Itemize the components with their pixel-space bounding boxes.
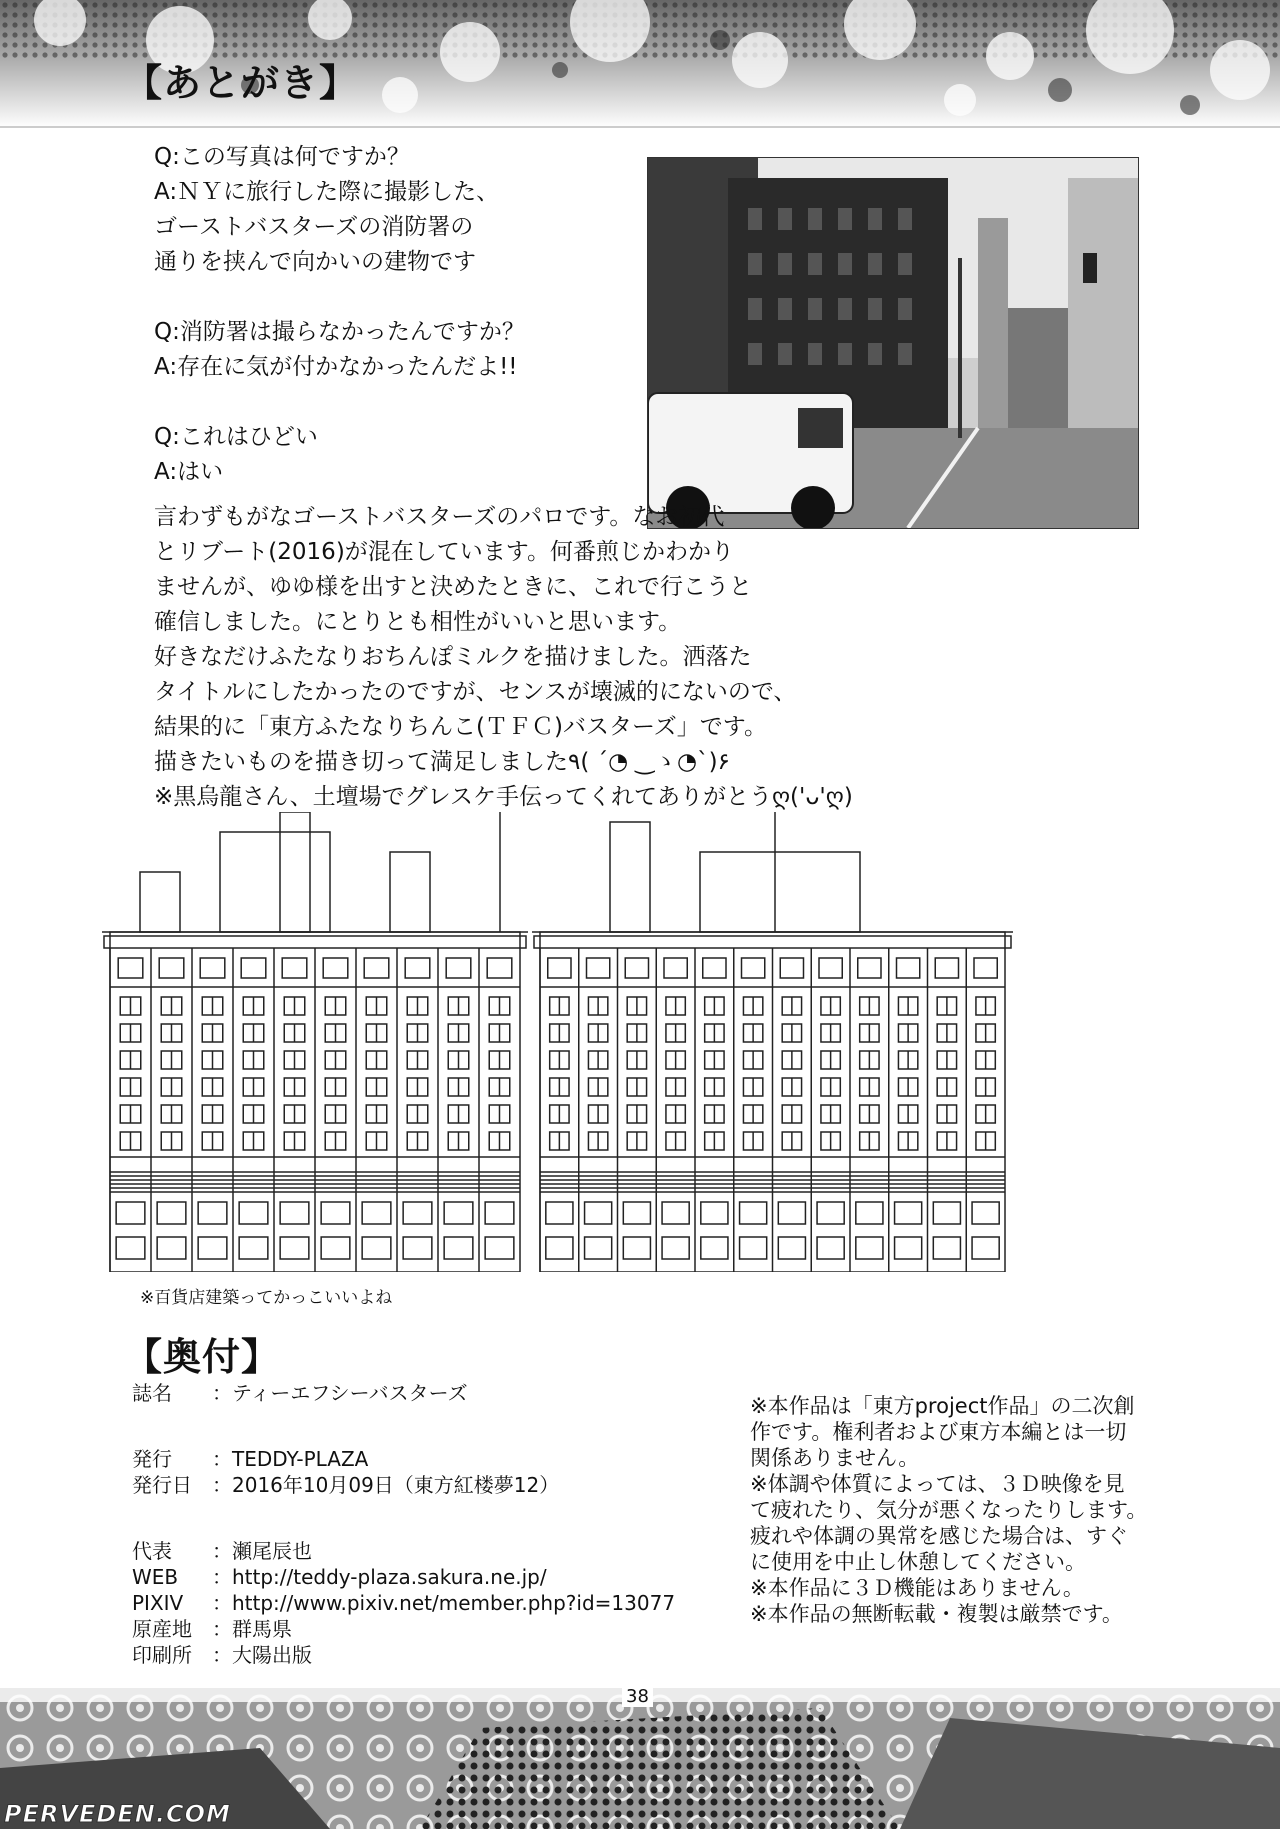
colophon-row xyxy=(132,1642,675,1668)
colophon-value: ：http://www.pixiv.net/member.php?id=13077 xyxy=(212,1591,676,1615)
colophon-value: ：http://teddy-plaza.sakura.ne.jp/ xyxy=(212,1565,547,1589)
qa-line: A:ＮＹに旅行した際に撮影した、 xyxy=(154,179,500,205)
colophon-label: 原産地 xyxy=(132,1617,192,1641)
page-number: 38 xyxy=(622,1686,653,1707)
site-watermark: PERVEDEN.COM xyxy=(4,1800,231,1828)
colophon-details xyxy=(132,1380,675,1668)
qa-block xyxy=(154,140,525,490)
colophon-value: ：大陽出版 xyxy=(212,1643,312,1667)
colophon-label: PIXIV xyxy=(132,1591,184,1615)
body-line: タイトルにしたかったのですが、センスが壊滅的にないので、 xyxy=(154,679,797,705)
note-line: 疲れや体調の異常を感じた場合は、すぐ xyxy=(750,1524,1128,1548)
colophon-row xyxy=(132,1380,675,1406)
colophon-row xyxy=(132,1446,675,1472)
note-line: 関係ありません。 xyxy=(750,1446,920,1470)
body-line: 描きたいものを描き切って満足しました٩( ´◔ ‿ゝ◔`)۶ xyxy=(154,749,730,775)
colophon-title: 【奥付】 xyxy=(124,1335,281,1379)
colophon-value: ：TEDDY-PLAZA xyxy=(212,1447,369,1471)
note-line: ※本作品に３Ｄ機能はありません。 xyxy=(750,1576,1084,1600)
colophon-label: 発行 xyxy=(132,1447,172,1471)
colophon-row xyxy=(132,1472,675,1498)
note-line: て疲れたり、気分が悪くなったりします。 xyxy=(750,1498,1148,1522)
body-line: ませんが、ゆゆ様を出すと決めたときに、これで行こうと xyxy=(154,574,752,600)
body-line: ※黒烏龍さん、土壇場でグレスケ手伝ってくれてありがとうღ('ᴗ'ღ) xyxy=(154,784,853,810)
body-line: 確信しました。にとりとも相性がいいと思います。 xyxy=(154,609,682,635)
body-line: 結果的に「東方ふたなりちんこ(ＴＦＣ)バスターズ」です。 xyxy=(154,714,767,740)
qa-line: Q:これはひどい xyxy=(154,424,318,450)
colophon-label: WEB xyxy=(132,1565,179,1589)
colophon-label: 誌名 xyxy=(132,1381,172,1405)
colophon-row xyxy=(132,1538,675,1564)
qa-line: Q:消防署は撮らなかったんですか？ xyxy=(154,319,525,345)
colophon-label: 印刷所 xyxy=(132,1643,192,1667)
legal-notes xyxy=(750,1393,1170,1627)
colophon-label: 代表 xyxy=(132,1539,172,1563)
body-line: 言わずもがなゴーストバスターズのパロです。なお初代 xyxy=(154,504,725,530)
afterword-title: 【あとがき】 xyxy=(124,61,359,105)
colophon-value: ：瀬尾辰也 xyxy=(212,1539,312,1563)
body-line: 好きなだけふたなりおちんぽミルクを描けました。洒落た xyxy=(154,644,752,670)
note-line: ※体調や体質によっては、３Ｄ映像を見 xyxy=(750,1472,1125,1496)
drawing-caption: ※百貨店建築ってかっこいいよね xyxy=(140,1288,393,1308)
colophon-value: ：2016年10月09日（東方紅楼夢12） xyxy=(212,1473,560,1497)
colophon-row xyxy=(132,1564,675,1590)
note-line: 作です。権利者および東方本編とは一切 xyxy=(750,1420,1127,1444)
colophon-row xyxy=(132,1590,675,1616)
note-line: ※本作品の無断転載・複製は厳禁です。 xyxy=(750,1602,1123,1626)
qa-line: A:はい xyxy=(154,459,224,485)
afterword-body xyxy=(154,500,853,815)
building-elevation-drawings xyxy=(100,812,1190,1272)
colophon-value: ：群馬県 xyxy=(212,1617,292,1641)
colophon-value: ：ティーエフシーバスターズ xyxy=(212,1381,468,1405)
qa-line: A:存在に気が付かなかったんだよ!! xyxy=(154,354,518,380)
note-line: に使用を中止し休憩してください。 xyxy=(750,1550,1086,1574)
qa-line: ゴーストバスターズの消防署の xyxy=(154,214,474,240)
ny-building-photo xyxy=(647,157,1139,529)
qa-line: 通りを挟んで向かいの建物です xyxy=(154,249,476,275)
body-line: とリブート(2016)が混在しています。何番煎じかわかり xyxy=(154,539,734,565)
note-line: ※本作品は「東方project作品」の二次創 xyxy=(750,1394,1135,1418)
colophon-label: 発行日 xyxy=(132,1473,192,1497)
colophon-row xyxy=(132,1616,675,1642)
qa-line: Q:この写真は何ですか？ xyxy=(154,144,410,170)
